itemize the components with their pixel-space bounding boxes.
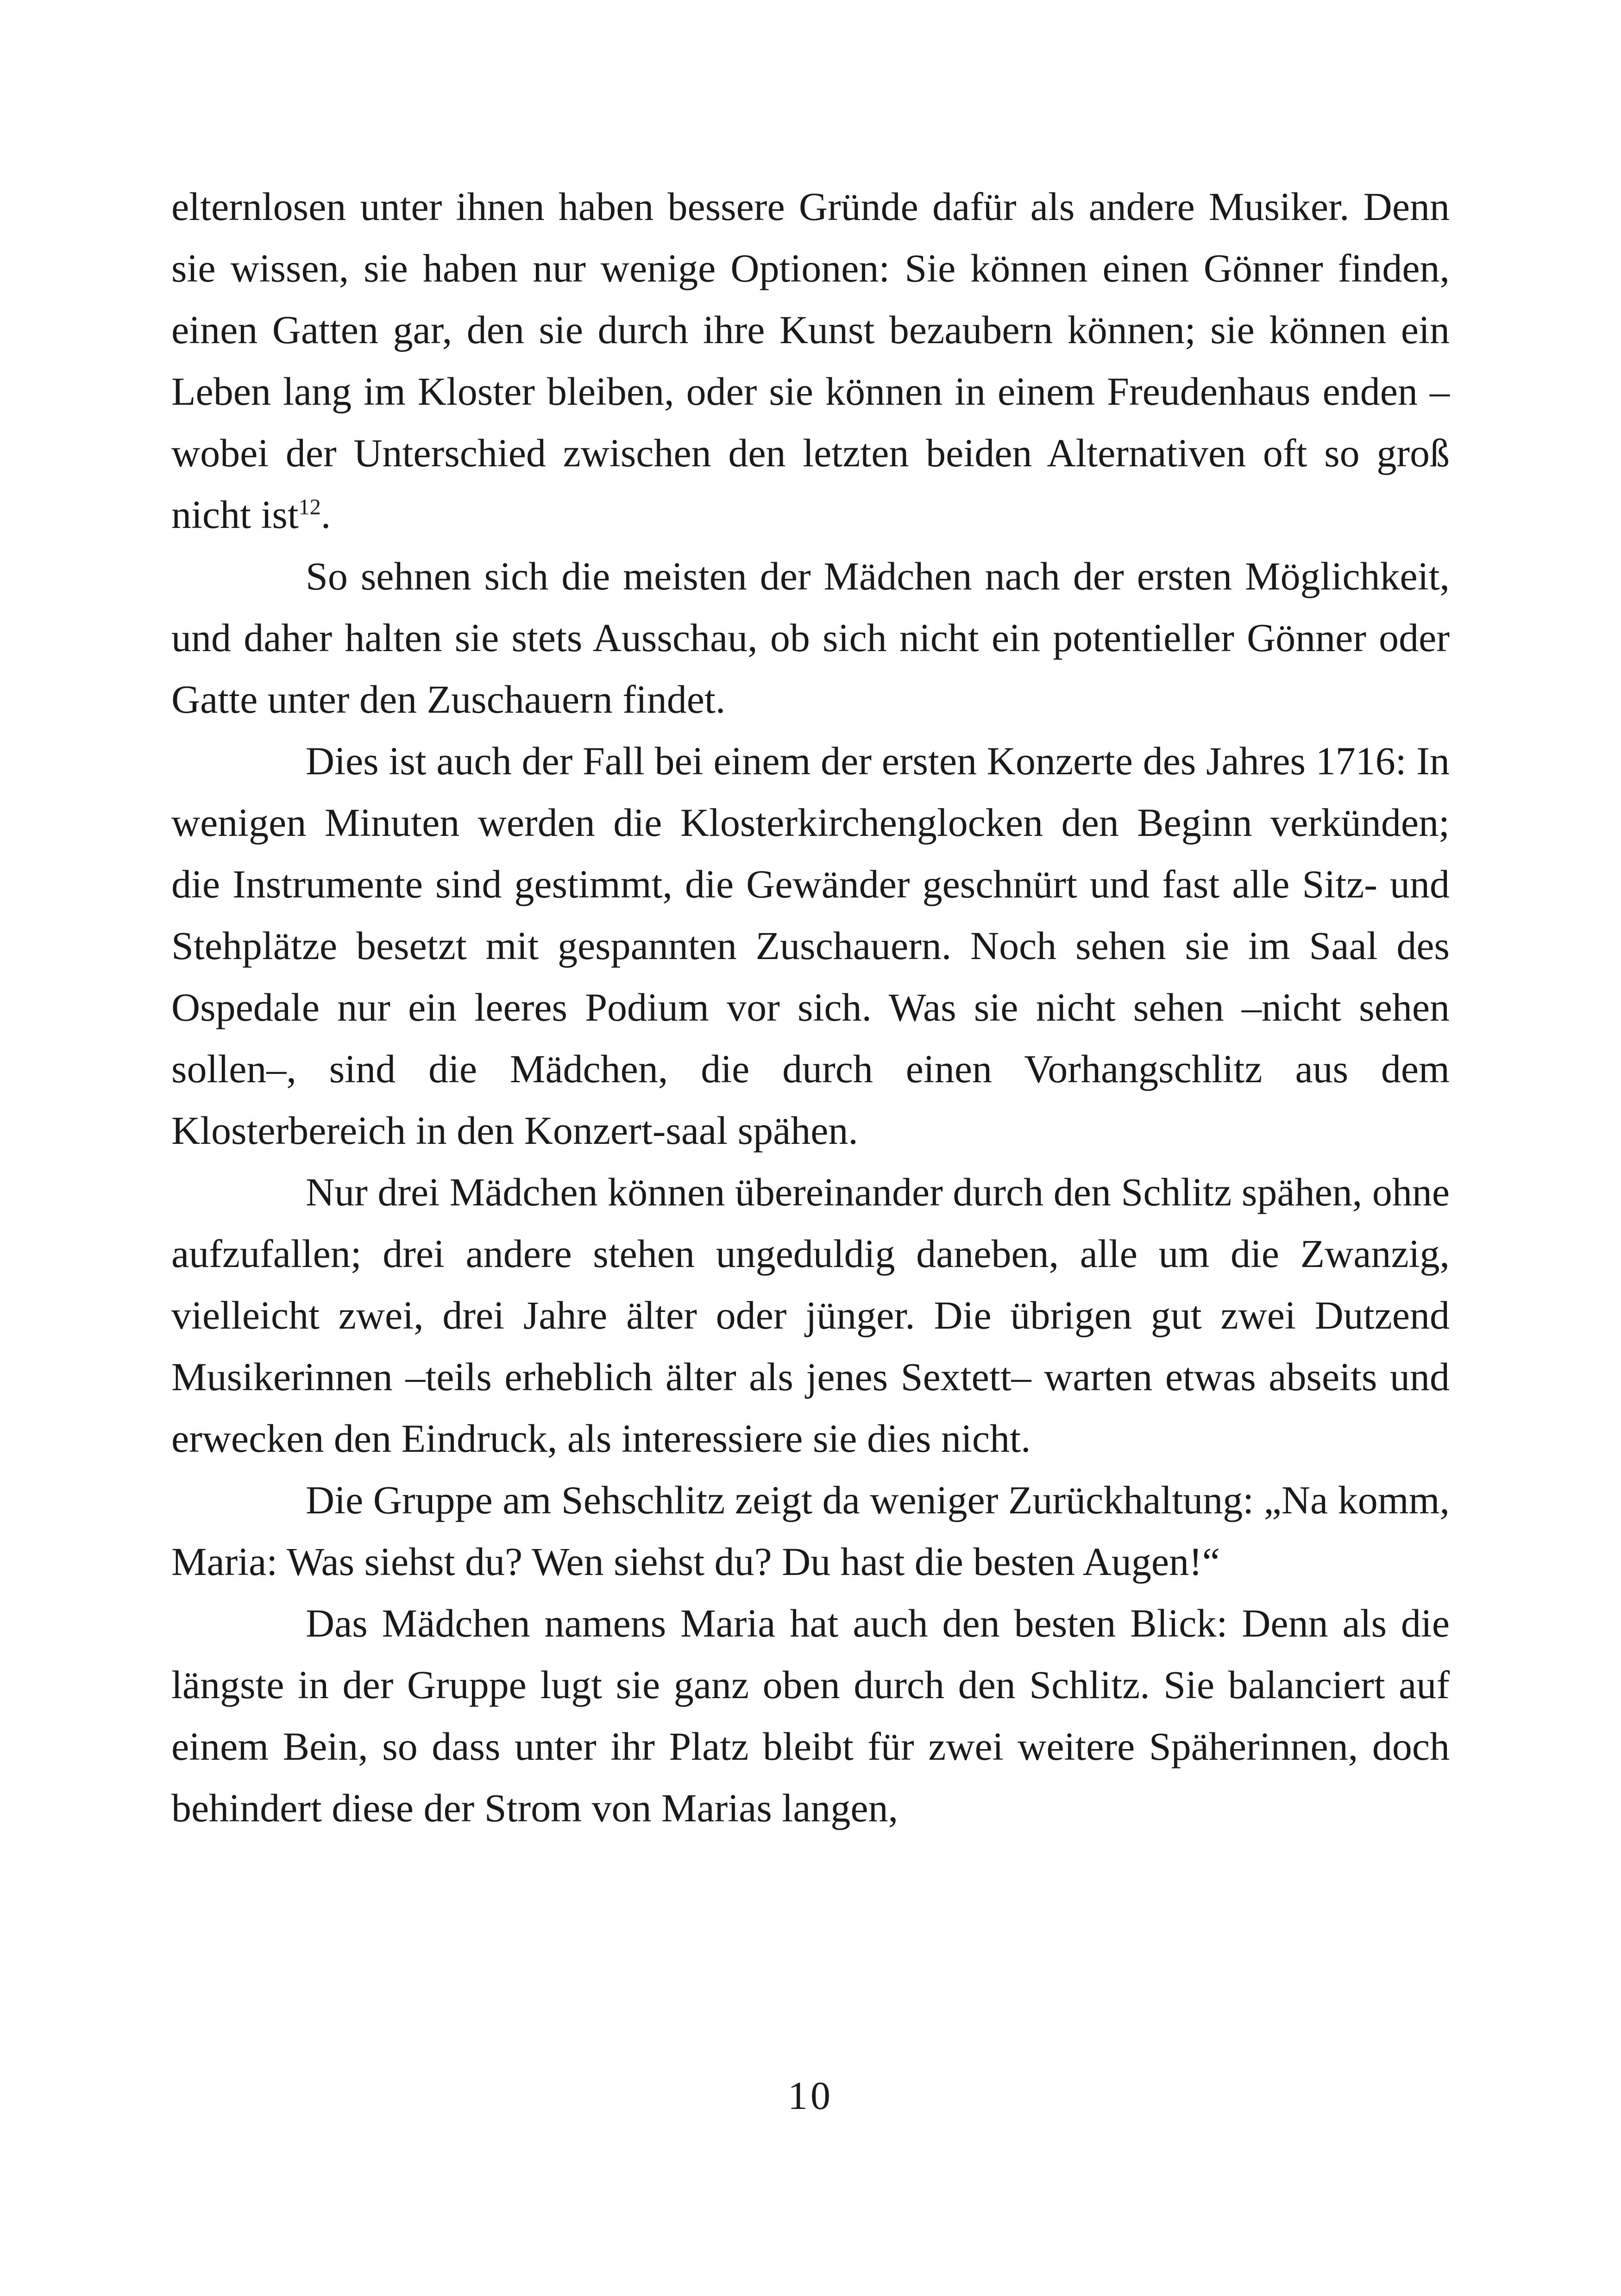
paragraph-3: Dies ist auch der Fall bei einem der ersten Konzerte des Jahres 1716: In wenigen Minuten werden die Klosterkirchenglocken den Beginn verkünden; die Instrumente sind gestimmt, die Gewänder geschnürt und fast alle Sitz- und Stehplätze besetzt mit gespannten Zuschauern. Noch sehen sie im Saal des Ospedale nur ein leeres Podium vor sich. Was sie nicht sehen –nicht sehen sollen–, sind die Mädchen, die durch einen Vorhangschlitz aus dem Klosterbereich in den Konzert-saal spähen. [171,739,1450,1153]
paragraph-2: So sehnen sich die meisten der Mädchen nach der ersten Möglichkeit, und daher halten sie stets Ausschau, ob sich nicht ein potentieller Gönner oder Gatte unter den Zuschauern findet. [171,554,1450,721]
paragraph-6: Das Mädchen namens Maria hat auch den besten Blick: Denn als die längste in der Gruppe lugt sie ganz oben durch den Schlitz. Sie balanciert auf einem Bein, so dass unter ihr Platz bleibt für zwei weitere Späherinnen, doch behindert diese der Strom von Marias langen, [171,1601,1450,1830]
paragraph-1-end: . [320,492,331,537]
page-number: 10 [788,2073,833,2118]
paragraph-1-text: elternlosen unter ihnen haben bessere Gründe dafür als andere Musiker. Denn sie wissen, sie haben nur wenige Optionen: Sie können einen Gönner finden, einen Gatten gar, den sie durch ihre Kunst bezaubern können; sie können ein Leben lang im Kloster bleiben, oder sie können in einem Freudenhaus enden –wobei der Unterschied zwischen den letzten beiden Alternativen oft so groß nicht ist [171,184,1450,537]
paragraph-4: Nur drei Mädchen können übereinander durch den Schlitz spähen, ohne aufzufallen; drei andere stehen ungeduldig daneben, alle um die Zwanzig, vielleicht zwei, drei Jahre älter oder jünger. Die übrigen gut zwei Dutzend Musikerinnen –teils erheblich älter als jenes Sextett– warten etwas abseits und erwecken den Eindruck, als interessiere sie dies nicht. [171,1170,1450,1461]
footnote-marker: 12 [298,495,321,520]
paragraph-5: Die Gruppe am Sehschlitz zeigt da weniger Zurückhaltung: „Na komm, Maria: Was siehst du? Wen siehst du? Du hast die besten Augen!“ [171,1478,1450,1584]
paragraph-1 [171,176,1450,546]
body-text [171,176,1450,1839]
